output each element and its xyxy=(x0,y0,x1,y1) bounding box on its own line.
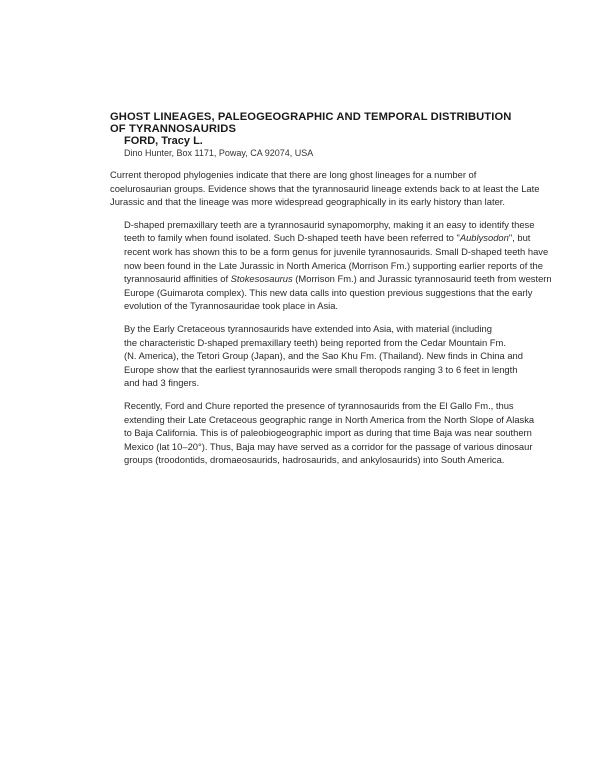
paragraph-2 xyxy=(110,218,552,313)
abstract-body xyxy=(110,168,552,476)
author-name: FORD, Tracy L. xyxy=(124,135,203,147)
paragraph-1 xyxy=(110,168,540,209)
paragraph-4 xyxy=(110,399,535,467)
author-affiliation: Dino Hunter, Box 1171, Poway, CA 92074, USA xyxy=(124,148,314,158)
text-line: (N. America), the Tetori Group (Japan), and the Sao Khu Fm. (Thailand). New finds in China and xyxy=(124,350,523,362)
text-line: D-shaped premaxillary teeth are a tyrannosaurid synapomorphy, making it an easy to identify these xyxy=(124,218,535,230)
text-line: Mexico (lat 10–20°). Thus, Baja may have served as a corridor for the passage of various dinosaur xyxy=(124,440,533,452)
text-segment: teeth to family when found isolated. Such D-shaped teeth have been referred to " xyxy=(124,232,460,244)
text-line: groups (troodontids, dromaeosaurids, hadrosaurids, and ankylosaurids) into South America. xyxy=(124,454,505,466)
text-line xyxy=(110,272,552,286)
text-line: Current theropod phylogenies indicate that there are long ghost lineages for a number of xyxy=(110,169,477,180)
text-line: now been found in the Late Jurassic in North America (Morrison Fm.) supporting earlier reports of the xyxy=(124,259,543,271)
text-line xyxy=(110,231,531,245)
text-line: extending their Late Cretaceous geographic range in North America from the North Slope of Alaska xyxy=(124,413,535,425)
text-line: Recently, Ford and Chure reported the presence of tyrannosaurids from the El Gallo Fm., thus xyxy=(124,399,514,411)
text-line: recent work has shown this to be a form genus for juvenile tyrannosaurids. Small D-shaped teeth have xyxy=(124,245,549,257)
text-line: and had 3 fingers. xyxy=(124,377,200,389)
text-line: the characteristic D-shaped premaxillary teeth) being reported from the Cedar Mountain Fm. xyxy=(124,336,506,348)
text-line: evolution of the Tyrannosauridae took place in Asia. xyxy=(124,300,339,312)
abstract-title: GHOST LINEAGES, PALEOGEOGRAPHIC AND TEMPORAL DISTRIBUTION OF TYRANNOSAURIDS xyxy=(110,111,512,135)
text-line: By the Early Cretaceous tyrannosaurids have extended into Asia, with material (including xyxy=(124,322,492,334)
text-line: to Baja California. This is of paleobiogeographic import as during that time Baja was near southern xyxy=(124,427,532,439)
text-line: Europe (Guimarota complex). This new data calls into question previous suggestions that the early xyxy=(124,286,533,298)
text-line: coelurosaurian groups. Evidence shows that the tyrannosaurid lineage extends back to at least the Late xyxy=(110,182,540,194)
text-line: Jurassic and that the lineage was more widespread geographically in its early history than later. xyxy=(110,196,506,208)
text-segment: (Morrison Fm.) and Jurassic tyrannosaurid teeth from western xyxy=(292,273,552,285)
text-line: Europe show that the earliest tyrannosaurids were small theropods ranging 3 to 6 feet in length xyxy=(124,363,518,375)
paragraph-3 xyxy=(110,322,522,390)
taxon-name: Stokesosaurus xyxy=(230,273,293,285)
text-segment: tyrannosaurid affinities of xyxy=(124,273,231,285)
taxon-name: Aublysodon xyxy=(459,232,509,244)
text-segment: ", but xyxy=(508,232,531,244)
